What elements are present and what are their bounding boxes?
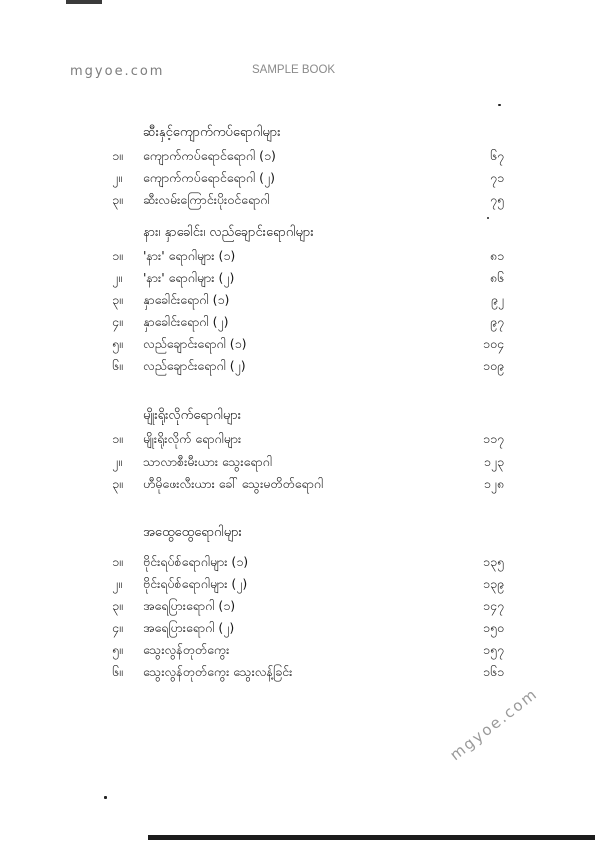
entry-title: အရေပြားရောဂါ (၁) — [143, 598, 236, 613]
entry-page: ၆၇ — [489, 148, 504, 163]
entry-page: ၁၀၉ — [482, 358, 504, 373]
entry-page: ၁၆၁ — [482, 664, 504, 679]
entry-page: ၁၂၈ — [483, 476, 504, 491]
watermark-top: mgyoe.com — [70, 64, 165, 79]
section-title: နား၊ နှာခေါင်း၊ လည်ချောင်းရောဂါများ — [143, 225, 314, 240]
entry-title: ကျောက်ကပ်ရောင်ရောဂါ (၂) — [143, 170, 276, 185]
entry-page: ၉၇ — [489, 314, 504, 329]
toc-entry[interactable] — [112, 170, 504, 190]
entry-number: ၅။ — [112, 336, 123, 351]
entry-number: ၂။ — [112, 454, 122, 469]
entry-number: ၁။ — [112, 148, 123, 163]
entry-title: လည်ချောင်းရောဂါ (၂) — [143, 358, 246, 373]
toc-entry[interactable] — [112, 620, 504, 640]
toc-entry[interactable] — [112, 314, 504, 334]
entry-title: ဟီမိုဖေးလီးယား ခေါ် သွေးမတိတ်ရောဂါ — [143, 476, 324, 491]
entry-number: ၃။ — [112, 476, 123, 491]
header-label: SAMPLE BOOK — [252, 64, 336, 76]
toc-entry[interactable] — [112, 554, 504, 574]
entry-number: ၁။ — [112, 248, 123, 263]
entry-title: ဗိုင်းရပ်စ်ရောဂါများ (၁) — [143, 554, 249, 569]
toc-entry[interactable] — [112, 598, 504, 618]
entry-page: ၈၁ — [489, 248, 504, 263]
entry-number: ၃။ — [112, 598, 123, 613]
entry-page: ၁၂၃ — [483, 454, 504, 469]
entry-title: 'နား' ရောဂါများ (၁) — [143, 248, 236, 263]
bottom-edge-bar — [148, 835, 595, 840]
entry-page: ၁၅၇ — [482, 642, 504, 657]
stray-mark — [104, 796, 107, 799]
entry-number: ၃။ — [112, 192, 123, 207]
toc-entry[interactable] — [112, 642, 504, 662]
entry-title: နှာခေါင်းရောဂါ (၂) — [143, 314, 229, 329]
stray-mark — [498, 104, 501, 106]
entry-page: ၁၀၄ — [482, 336, 504, 351]
entry-title: လည်ချောင်းရောဂါ (၁) — [143, 336, 247, 351]
entry-page: ၁၄၇ — [482, 598, 504, 613]
section-title: မျိုးရိုးလိုက်ရောဂါများ — [143, 408, 241, 423]
toc-entry[interactable] — [112, 336, 504, 356]
entry-title: ကျောက်ကပ်ရောင်ရောဂါ (၁) — [143, 148, 276, 163]
entry-title: သွေးလွန်တုတ်ကွေး သွေးလန့်ခြင်း — [143, 664, 293, 679]
entry-number: ၄။ — [112, 620, 123, 635]
entry-title: သွေးလွန်တုတ်ကွေး — [143, 642, 230, 657]
entry-title: ဆီးလမ်းကြောင်းပိုးဝင်ရောဂါ — [143, 192, 270, 207]
toc-entry[interactable] — [112, 576, 504, 596]
entry-number: ၄။ — [112, 314, 123, 329]
entry-number: ၅။ — [112, 642, 123, 657]
entry-number: ၂။ — [112, 170, 122, 185]
entry-page: ၁၃၅ — [482, 554, 504, 569]
toc-entry[interactable] — [112, 476, 504, 496]
watermark-corner: mgyoe.com — [446, 684, 542, 765]
entry-page: ၉၂ — [490, 292, 504, 307]
entry-number: ၆။ — [112, 664, 123, 679]
toc-entry[interactable] — [112, 292, 504, 312]
entry-page: ၇၁ — [489, 170, 504, 185]
entry-page: ၁၃၉ — [482, 576, 504, 591]
entry-page: ၇၅ — [489, 192, 504, 207]
toc-entry[interactable] — [112, 148, 504, 168]
entry-page: ၈၆ — [489, 270, 504, 285]
top-edge-mark — [66, 0, 102, 4]
entry-page: ၁၁၇ — [482, 431, 504, 446]
toc-entry[interactable] — [112, 664, 504, 684]
entry-title: နှာခေါင်းရောဂါ (၁) — [143, 292, 230, 307]
toc-entry[interactable] — [112, 248, 504, 268]
entry-number: ၁။ — [112, 431, 123, 446]
entry-title: သာလာစီးမီးယား သွေးရောဂါ — [143, 454, 272, 469]
toc-entry[interactable] — [112, 431, 504, 451]
toc-entry[interactable] — [112, 192, 504, 212]
entry-number: ၁။ — [112, 554, 123, 569]
entry-number: ၂။ — [112, 576, 122, 591]
stray-mark — [487, 217, 489, 219]
section-title: ဆီးနှင့်ကျောက်ကပ်ရောဂါများ — [143, 125, 281, 140]
section-title: အထွေထွေရောဂါများ — [143, 525, 242, 540]
toc-entry[interactable] — [112, 358, 504, 378]
entry-title: ဗိုင်းရပ်စ်ရောဂါများ (၂) — [143, 576, 248, 591]
entry-title: မျိုးရိုးလိုက် ရောဂါများ — [143, 431, 242, 446]
entry-number: ၃။ — [112, 292, 123, 307]
entry-title: အရေပြားရောဂါ (၂) — [143, 620, 235, 635]
entry-page: ၁၅၀ — [482, 620, 504, 635]
entry-title: 'နား' ရောဂါများ (၂) — [143, 270, 235, 285]
toc-entry[interactable] — [112, 270, 504, 290]
toc-entry[interactable] — [112, 454, 504, 474]
entry-number: ၆။ — [112, 358, 123, 373]
entry-number: ၂။ — [112, 270, 122, 285]
